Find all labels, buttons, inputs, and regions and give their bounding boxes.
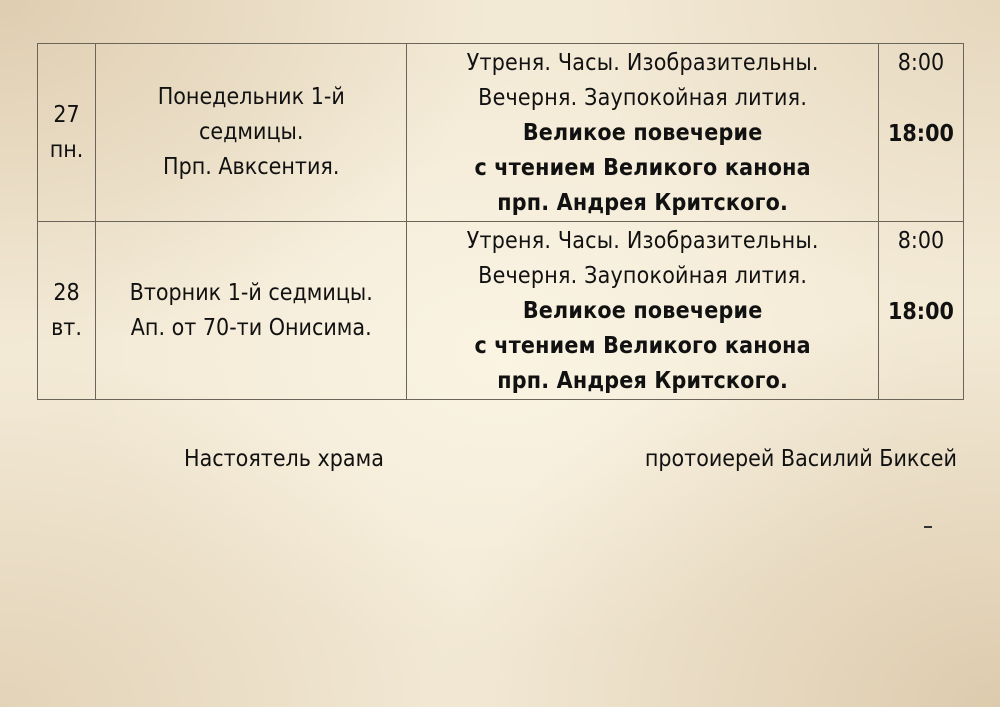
morning-time: 8:00 <box>897 50 945 76</box>
weekday: пн. <box>49 136 84 163</box>
signature-position: Настоятель храма <box>184 446 384 472</box>
feast-line: Вторник 1-й седмицы. <box>129 279 373 306</box>
feast-line: Ап. от 70-ти Онисима. <box>130 314 372 341</box>
day-number: 27 <box>53 101 80 128</box>
weekday: вт. <box>51 314 82 341</box>
date-cell <box>38 44 96 222</box>
feast-cell <box>96 222 407 400</box>
evening-time: 18:00 <box>888 121 954 147</box>
schedule-table <box>37 43 964 400</box>
time-cell <box>878 222 963 400</box>
service-line: Вечерня. Заупокойная лития. <box>478 85 808 111</box>
service-line: Утреня. Часы. Изобразительны. <box>466 228 819 254</box>
signature-name: протоиерей Василий Биксей <box>644 446 957 472</box>
service-cell <box>407 222 879 400</box>
morning-time: 8:00 <box>897 228 945 254</box>
time-cell <box>878 44 963 222</box>
feast-cell <box>96 44 407 222</box>
service-line-bold: Великое повечерие <box>522 120 763 146</box>
service-line-bold: Великое повечерие <box>522 298 763 324</box>
service-line-bold: с чтением Великого канона <box>474 155 811 181</box>
service-line-bold: с чтением Великого канона <box>474 333 811 359</box>
feast-line: Понедельник 1-й <box>157 84 345 110</box>
day-number: 28 <box>53 279 80 306</box>
date-cell <box>38 222 96 400</box>
service-line: Утреня. Часы. Изобразительны. <box>466 50 819 76</box>
feast-line: Прп. Авксентия. <box>163 154 340 180</box>
service-line-bold: прп. Андрея Критского. <box>497 190 789 216</box>
service-cell <box>407 44 879 222</box>
service-line: Вечерня. Заупокойная лития. <box>478 263 808 289</box>
table-row <box>38 222 964 400</box>
evening-time: 18:00 <box>888 299 954 325</box>
service-line-bold: прп. Андрея Критского. <box>497 368 789 394</box>
feast-line: седмицы. <box>198 119 304 145</box>
decorative-dash <box>924 526 932 528</box>
table-row <box>38 44 964 222</box>
